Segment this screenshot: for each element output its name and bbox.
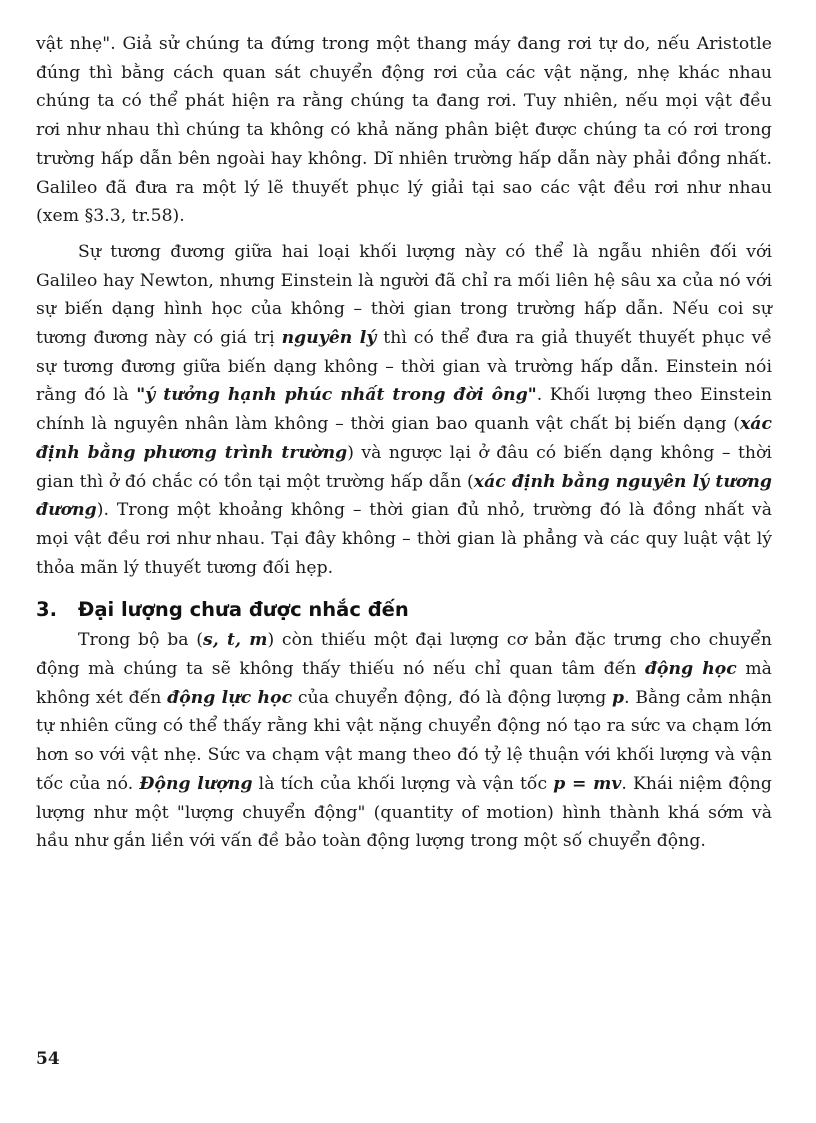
page-number: 54	[36, 1049, 60, 1069]
paragraph-2-emphasis-4: xác định bằng nguyên lý tương đương	[36, 471, 772, 521]
document-page	[36, 30, 772, 856]
paragraph-2-emphasis-1: nguyên lý	[281, 328, 377, 349]
paragraph-3-text-1: Trong bộ ba (	[78, 630, 203, 651]
paragraph-2-text-3: . Khối lượng theo Einstein chính là nguyên nhân làm không – thời gian bao quanh vật chất bị biến dạng (	[36, 385, 772, 435]
paragraph-1	[36, 30, 772, 231]
paragraph-3-emphasis-5: Động lượng	[139, 773, 253, 794]
paragraph-2-emphasis-3: xác định bằng phương trình trường	[36, 414, 772, 463]
paragraph-2-text-4: ) và ngược lại ở đâu có biến dạng không – thời gian thì ở đó chắc có tồn tại một trường hấp dẫn (	[36, 442, 772, 492]
paragraph-2-emphasis-2: "ý tưởng hạnh phúc nhất trong đời ông"	[136, 385, 537, 406]
paragraph-2-text-1: Sự tương đương giữa hai loại khối lượng này có thể là ngẫu nhiên đối với Galileo hay Newton, nhưng Einstein là người đã chỉ ra mối liên hệ sâu xa của nó với sự biến dạng hình học của không – thời gian trong trường hấp dẫn. Nếu coi sự tương đương này có giá trị	[36, 241, 772, 349]
paragraph-3-emphasis-3: động lực học	[167, 687, 293, 708]
paragraph-2	[36, 238, 772, 582]
paragraph-2-text-2: thì có thể đưa ra giả thuyết thuyết phục về sự tương đương giữa biến dạng không – thời gian và trường hấp dẫn. Einstein nói rằng đó là	[36, 328, 772, 406]
section-title: Đại lượng chưa được nhắc đến	[78, 598, 409, 622]
paragraph-3-emphasis-4: p	[612, 687, 625, 708]
paragraph-3-text-4: của chuyển động, đó là động lượng	[292, 687, 613, 708]
section-number: 3.	[36, 598, 57, 622]
paragraph-1-text: vật nhẹ". Giả sử chúng ta đứng trong một thang máy đang rơi tự do, nếu Aristotle đúng thì bằng cách quan sát chuyển động rơi của các vật nặng, nhẹ khác nhau chúng ta có thể phát hiện ra rằng chúng ta đang rơi. Tuy nhiên, nếu mọi vật đều rơi như nhau thì chúng ta không có khả năng phân biệt được chúng ta có rơi trong trường hấp dẫn bên ngoài hay không. Dĩ nhiên trường hấp dẫn này phải đồng nhất. Galileo đã đưa ra một lý lẽ thuyết phục lý giải tại sao các vật đều rơi như nhau (xem §3.3, tr.58).	[36, 34, 772, 227]
section-heading	[36, 596, 772, 624]
paragraph-3-emphasis-2: động học	[644, 659, 737, 680]
paragraph-3	[36, 626, 772, 856]
paragraph-3-text-5: . Bằng cảm nhận tự nhiên cũng có thể thấy rằng khi vật nặng chuyển động nó tạo ra sức va chạm lớn hơn so với vật nhẹ. Sức va chạm vật mang theo đó tỷ lệ thuận với khối lượng và vận tốc của nó.	[36, 687, 773, 794]
paragraph-3-text-7: . Khái niệm động lượng như một "lượng chuyển động" (quantity of motion) hình thành khá sớm và hầu như gắn liền với vấn đề bảo toàn động lượng trong một số chuyển động.	[36, 773, 772, 852]
paragraph-3-text-6: là tích của khối lượng và vận tốc	[252, 773, 554, 794]
paragraph-3-text-3: mà không xét đến	[36, 659, 772, 708]
paragraph-3-text-2: ) còn thiếu một đại lượng cơ bản đặc trưng cho chuyển động mà chúng ta sẽ không thấy thiếu nó nếu chỉ quan tâm đến	[36, 630, 772, 680]
paragraph-2-text-5: ). Trong một khoảng không – thời gian đủ nhỏ, trường đó là đồng nhất và mọi vật đều rơi như nhau. Tại đây không – thời gian là phẳng và các quy luật vật lý thỏa mãn lý thuyết tương đối hẹp.	[36, 500, 772, 578]
paragraph-3-emphasis-6: p = mv	[553, 773, 622, 794]
paragraph-3-emphasis-1: s, t, m	[203, 630, 268, 651]
